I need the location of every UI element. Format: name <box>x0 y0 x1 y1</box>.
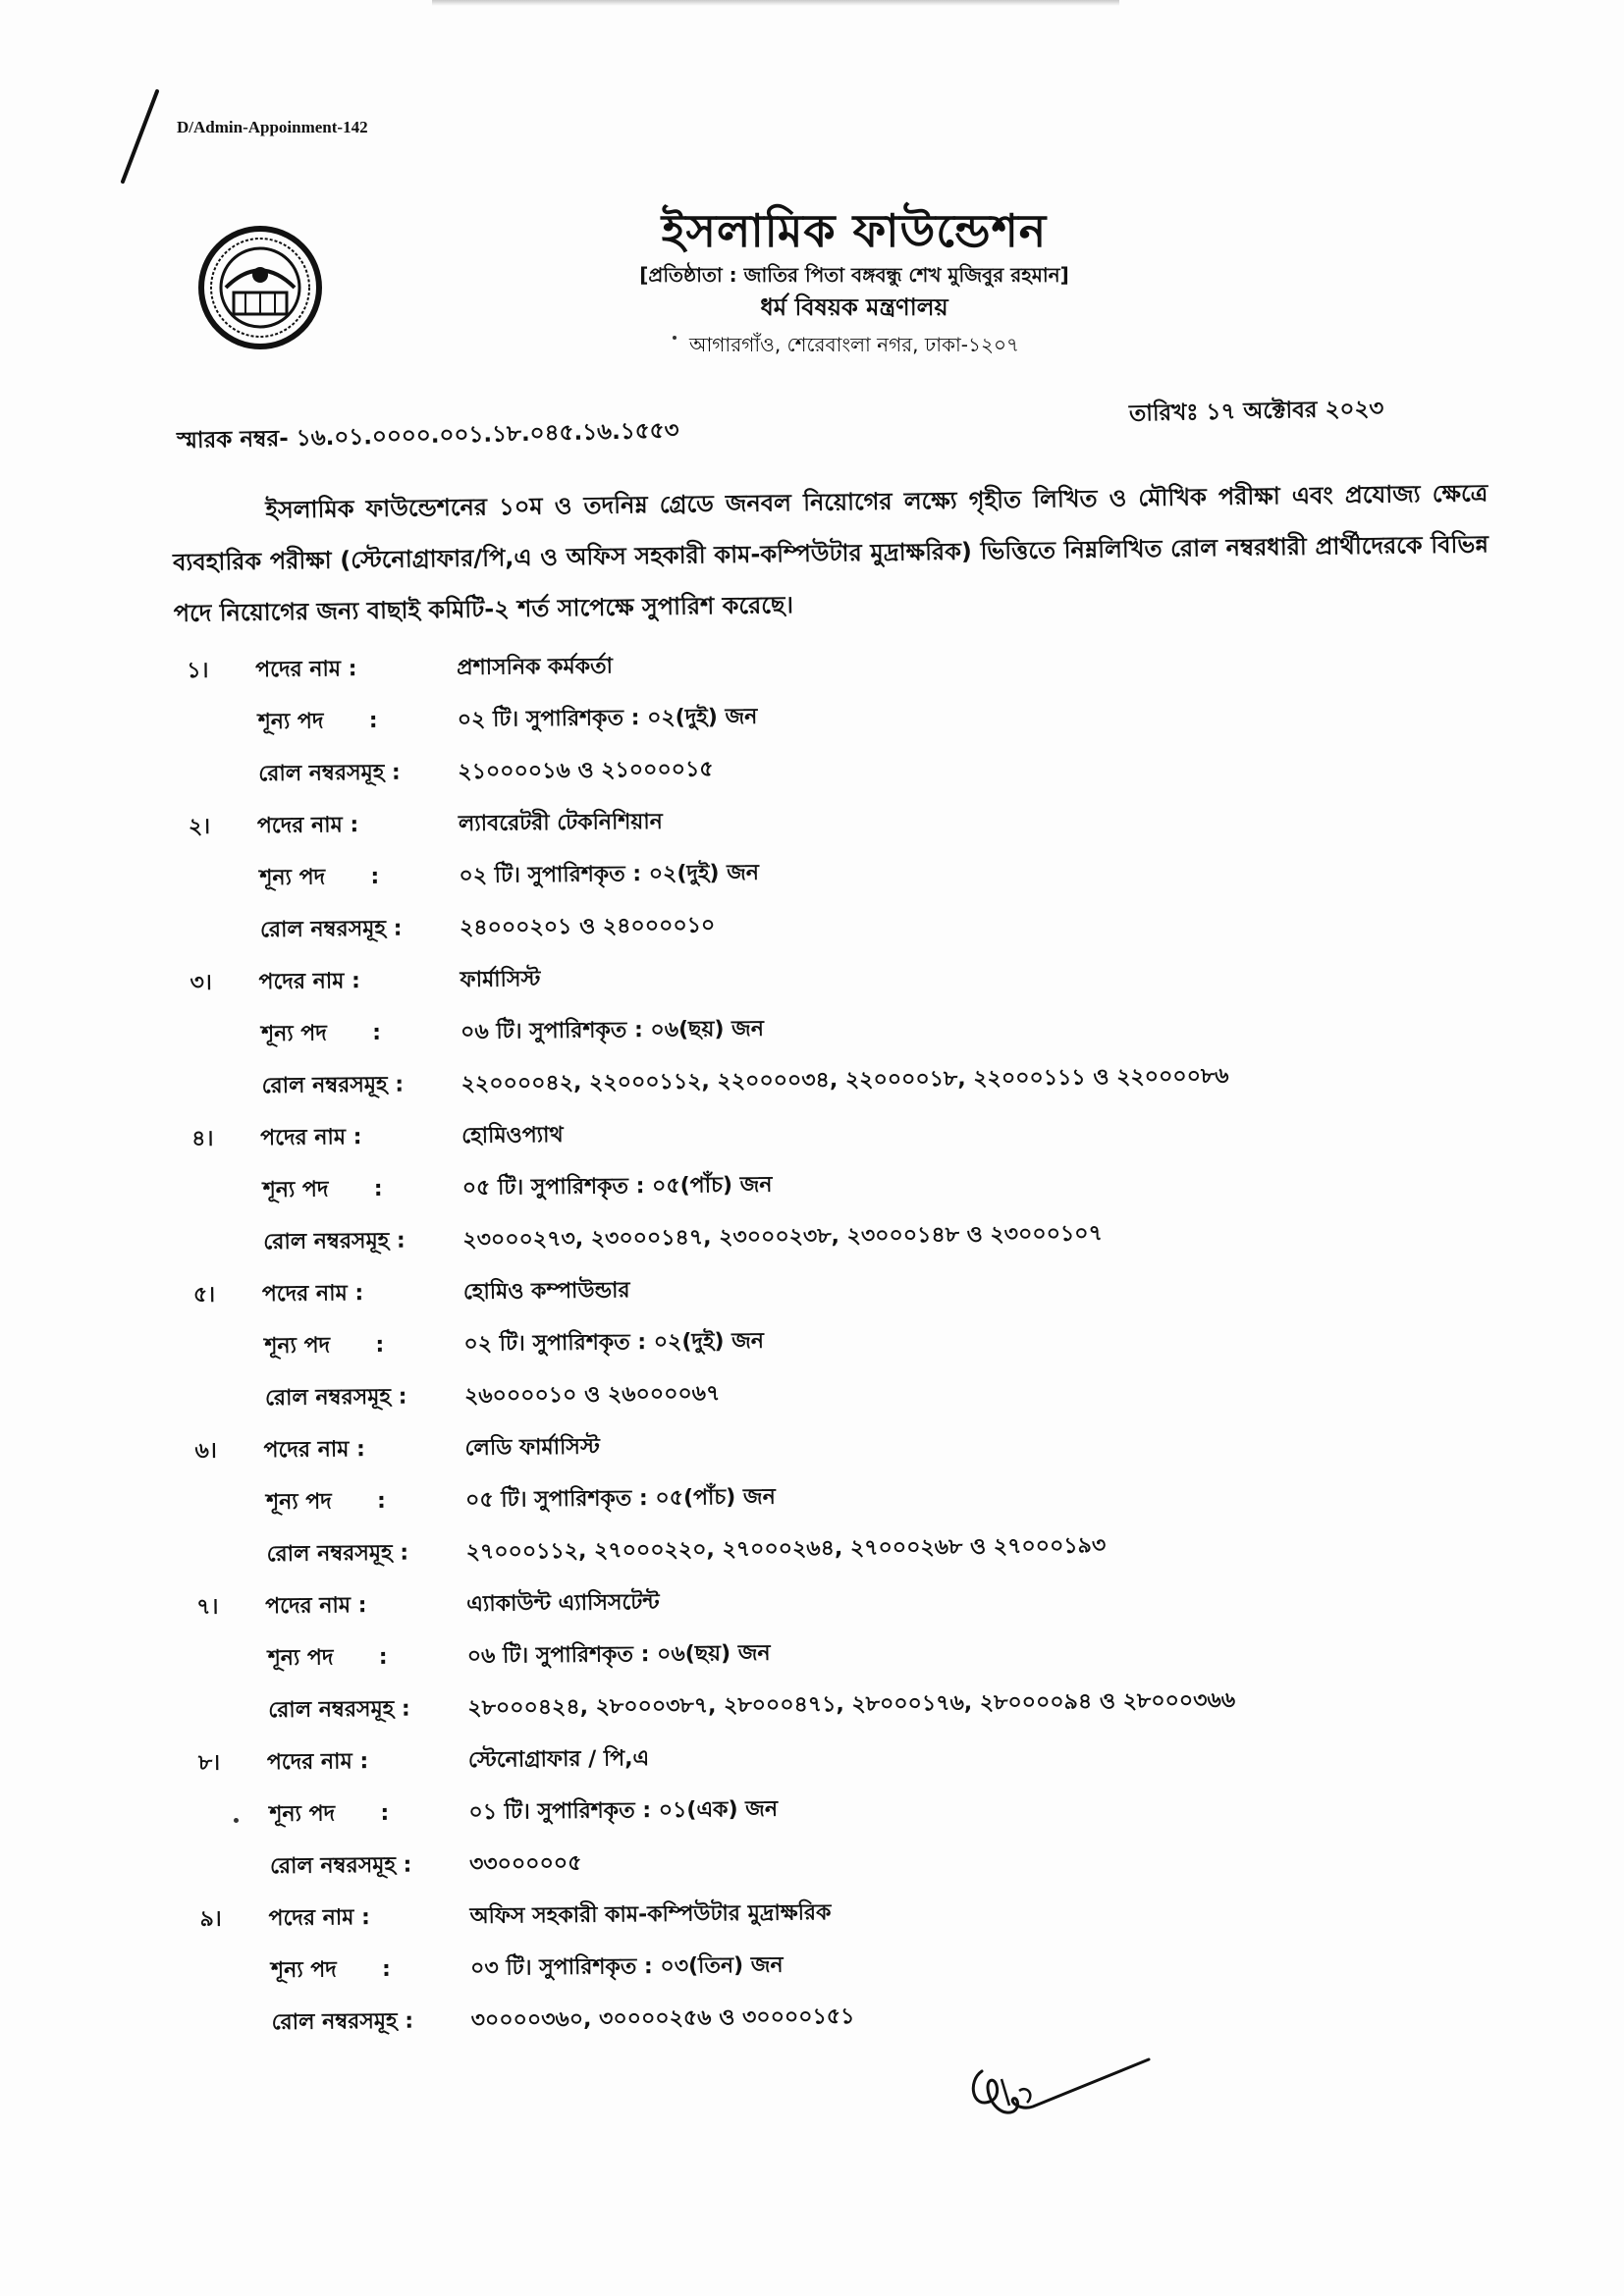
post-name-value: হোমিও কম্পাউন্ডার <box>462 1278 630 1306</box>
vacancy-row <box>195 1480 776 1527</box>
post-name-label: পদের নাম : <box>266 1749 369 1776</box>
post-name-label: পদের নাম : <box>256 813 359 839</box>
ministry-name: ধর্ম বিষয়ক মন্ত্রণালয় <box>760 294 948 321</box>
post-name-row <box>189 960 541 1007</box>
rolls-value: ২৭০০০১১২, ২৭০০০২২০, ২৭০০০২৬৪, ২৭০০০২৬৮ ও ২৭০০০১৯৩ <box>465 1533 1107 1566</box>
rolls-value: ২১০০০০১৬ ও ২১০০০০১৫ <box>458 757 714 785</box>
post-name-value: প্রশাসনিক কর্মকর্তা <box>457 654 614 681</box>
vacancy-colon: : <box>375 1332 385 1359</box>
post-name-label: পদের নাম : <box>261 1281 364 1308</box>
vacancy-label: শূন্য পদ <box>270 1957 337 1984</box>
post-name-value: স্টেনোগ্রাফার / পি,এ <box>467 1746 650 1774</box>
rolls-row <box>190 1063 1229 1111</box>
rolls-label: রোল নম্বরসমূহ : <box>258 760 401 787</box>
vacancy-colon: : <box>381 1956 392 1982</box>
rolls-label: রোল নম্বরসমূহ : <box>261 1072 405 1099</box>
speck-mark <box>234 1818 239 1823</box>
post-name-label: পদের নাম : <box>268 1905 370 1932</box>
vacancy-value: ০২ টি। সুপারিশকৃত : ০২(দুই) জন <box>463 1328 765 1358</box>
post-entry <box>189 947 1419 1116</box>
vacancy-label: শূন্য পদ <box>269 1801 336 1828</box>
post-name-value: ফার্মাসিস্ট <box>460 967 541 993</box>
post-entry <box>198 1728 1428 1896</box>
post-number: ১। <box>187 658 209 683</box>
rolls-row <box>200 2001 855 2048</box>
post-entry <box>196 1572 1426 1740</box>
vacancy-colon: : <box>368 708 378 734</box>
rolls-row <box>195 1532 1107 1579</box>
memo-number: স্মারক নম্বর- ১৬.০১.০০০০.০০১.১৮.০৪৫.১৬.১৫৫৩ <box>176 417 679 454</box>
vacancy-value: ০৩ টি। সুপারিশকৃত : ০৩(তিন) জন <box>469 1952 784 1982</box>
rolls-value: ৩০০০০৩৬০, ৩০০০০২৫৬ ও ৩০০০০১৫১ <box>470 2003 855 2034</box>
vacancy-label: শূন্য পদ <box>267 1645 334 1672</box>
post-name-label: পদের নাম : <box>255 657 357 683</box>
post-name-value: অফিস সহকারী কাম-কম্পিউটার মুদ্রাক্ষরিক <box>469 1900 832 1930</box>
vacancy-row <box>198 1792 779 1840</box>
post-entry <box>199 1884 1429 2053</box>
post-name-label: পদের নাম : <box>260 1125 362 1151</box>
post-entry <box>189 791 1418 960</box>
post-entry <box>194 1415 1424 1584</box>
post-name-row <box>197 1740 650 1788</box>
vacancy-value: ০৬ টি। সুপারিশকৃত : ০৬(ছয়) জন <box>466 1640 771 1670</box>
organization-seal <box>196 224 324 351</box>
rolls-label: রোল নম্বরসমূহ : <box>264 1384 407 1412</box>
vacancy-colon: : <box>373 1176 383 1202</box>
rolls-row <box>189 908 716 955</box>
vacancy-label: শূন্য পদ <box>260 1021 327 1047</box>
post-name-label: পদের নাম : <box>265 1593 367 1620</box>
speck-mark <box>673 336 677 340</box>
post-number: ৩। <box>189 970 212 995</box>
post-list <box>187 635 1429 2053</box>
signature <box>962 2052 1159 2140</box>
scan-edge-shadow <box>432 0 1119 6</box>
rolls-value: ২৬০০০০১০ ও ২৬০০০০৬৭ <box>463 1381 721 1410</box>
rolls-label: রোল নম্বরসমূহ : <box>263 1228 406 1255</box>
vacancy-label: শূন্য পদ <box>264 1333 331 1360</box>
vacancy-label: শূন্য পদ <box>265 1489 332 1516</box>
vacancy-value: ০৫ টি। সুপারিশকৃত : ০৫(পাঁচ) জন <box>461 1172 773 1201</box>
rolls-value: ৩৩০০০০০৫ <box>468 1850 582 1878</box>
rolls-label: রোল নম্বরসমূহ : <box>266 1540 409 1568</box>
rolls-row <box>192 1220 1103 1267</box>
pen-stroke-mark <box>113 83 172 191</box>
vacancy-value: ০২ টি। সুপারিশকৃত : ০২(দুই) জন <box>457 704 758 733</box>
rolls-label: রোল নম্বরসমূহ : <box>268 1696 410 1724</box>
vacancy-row <box>192 1168 773 1215</box>
vacancy-value: ০২ টি। সুপারিশকৃত : ০২(দুই) জন <box>459 860 760 889</box>
post-name-value: লেডি ফার্মাসিস্ট <box>464 1434 601 1462</box>
post-entry <box>193 1259 1423 1428</box>
post-name-value: এ্যাকাউন্ট এ্যাসিসটেন্ট <box>466 1590 660 1618</box>
vacancy-value: ০৫ টি। সুপারিশকৃত : ০৫(পাঁচ) জন <box>464 1484 776 1514</box>
vacancy-colon: : <box>376 1488 387 1515</box>
vacancy-colon: : <box>378 1644 388 1671</box>
rolls-value: ২৩০০০২৭৩, ২৩০০০১৪৭, ২৩০০০২৩৮, ২৩০০০১৪৮ ও ২৩০০০১০৭ <box>462 1221 1103 1254</box>
vacancy-row <box>193 1324 765 1371</box>
post-number: ৮। <box>197 1750 221 1776</box>
vacancy-row <box>190 1012 765 1059</box>
rolls-row <box>188 752 714 799</box>
rolls-label: রোল নম্বরসমূহ : <box>259 916 403 943</box>
issue-date: তারিখঃ ১৭ অক্টোবর ২০২৩ <box>1128 396 1384 427</box>
founder-line: [প্রতিষ্ঠাতা : জাতির পিতা বঙ্গবন্ধু শেখ মুজিবুর রহমান] <box>639 263 1069 287</box>
vacancy-row <box>200 1949 784 1996</box>
post-name-row <box>191 1116 564 1163</box>
post-number: ৪। <box>191 1126 214 1151</box>
post-name-row <box>194 1428 601 1475</box>
vacancy-value: ০৬ টি। সুপারিশকৃত : ০৬(ছয়) জন <box>460 1016 765 1045</box>
organization-name: ইসলামিক ফাউন্ডেশন <box>661 204 1048 257</box>
rolls-label: রোল নম্বরসমূহ : <box>271 2008 414 2036</box>
vacancy-label: শূন্য পদ <box>262 1177 329 1203</box>
post-name-label: পদের নাম : <box>258 969 360 995</box>
post-number: ৫। <box>192 1282 216 1308</box>
rolls-row <box>199 1844 582 1892</box>
intro-paragraph: ইসলামিক ফাউন্ডেশনের ১০ম ও তদনিম্ন গ্রেডে জনবল নিয়োগের লক্ষ্যে গৃহীত লিখিত ও মৌখিক পরীক্ষা এবং প্রযোজ্য ক্ষেত্রে ব্যবহারিক পরীক্ষা (স্টেনোগ্রাফার/পি,এ ও অফিস সহকারী কাম-কম্পিউটার মুদ্রাক্ষরিক) ভিত্তিতে নিম্নলিখিত রোল নম্বরধারী প্রার্থীদেরকে বিভিন্ন পদে নিয়োগের জন্য বাছাই কমিটি-২ শর্ত সাপেক্ষে সুপারিশ করেছে। <box>172 479 1489 627</box>
post-name-row <box>196 1584 660 1631</box>
rolls-value: ২২০০০০৪২, ২২০০০১১২, ২২০০০০৩৪, ২২০০০০১৮, ২২০০০১১১ ও ২২০০০০৮৬ <box>460 1063 1229 1097</box>
post-name-row <box>192 1272 630 1319</box>
post-name-value: হোমিওপ্যাথ <box>461 1123 564 1149</box>
post-name-row <box>199 1896 832 1944</box>
letterhead <box>471 201 1237 362</box>
rolls-row <box>197 1687 1236 1735</box>
vacancy-row <box>197 1636 771 1683</box>
post-number: ৭। <box>196 1594 219 1620</box>
post-name-value: ল্যাবরেটরী টেকনিশিয়ান <box>458 809 663 837</box>
rolls-label: রোল নম্বরসমূহ : <box>269 1852 412 1880</box>
rolls-value: ২৪০০০২০১ ও ২৪০০০০১০ <box>459 913 716 941</box>
post-entry <box>187 635 1416 804</box>
vacancy-label: শূন্য পদ <box>257 709 324 735</box>
file-reference: D/Admin-Appoinment-142 <box>177 118 368 136</box>
post-entry <box>191 1103 1421 1272</box>
vacancy-colon: : <box>370 864 380 890</box>
vacancy-colon: : <box>380 1800 390 1826</box>
post-number: ২। <box>188 814 211 839</box>
vacancy-value: ০১ টি। সুপারিশকৃত : ০১(এক) জন <box>468 1796 779 1826</box>
vacancy-label: শূন্য পদ <box>259 865 326 891</box>
rolls-value: ২৮০০০৪২৪, ২৮০০০৩৮৭, ২৮০০০৪৭১, ২৮০০০১৭৬, ২৮০০০০৯৪ ও ২৮০০০৩৬৬ <box>467 1687 1236 1722</box>
post-number: ৯। <box>199 1906 222 1932</box>
rolls-row <box>194 1376 721 1423</box>
vacancy-row <box>188 700 758 747</box>
post-name-row <box>187 648 614 695</box>
vacancy-colon: : <box>371 1020 382 1046</box>
post-name-label: পদের নাম : <box>263 1437 365 1464</box>
post-number: ৬। <box>194 1438 217 1464</box>
address-line: আগারগাঁও, শেরেবাংলা নগর, ঢাকা-১২০৭ <box>688 333 1020 356</box>
